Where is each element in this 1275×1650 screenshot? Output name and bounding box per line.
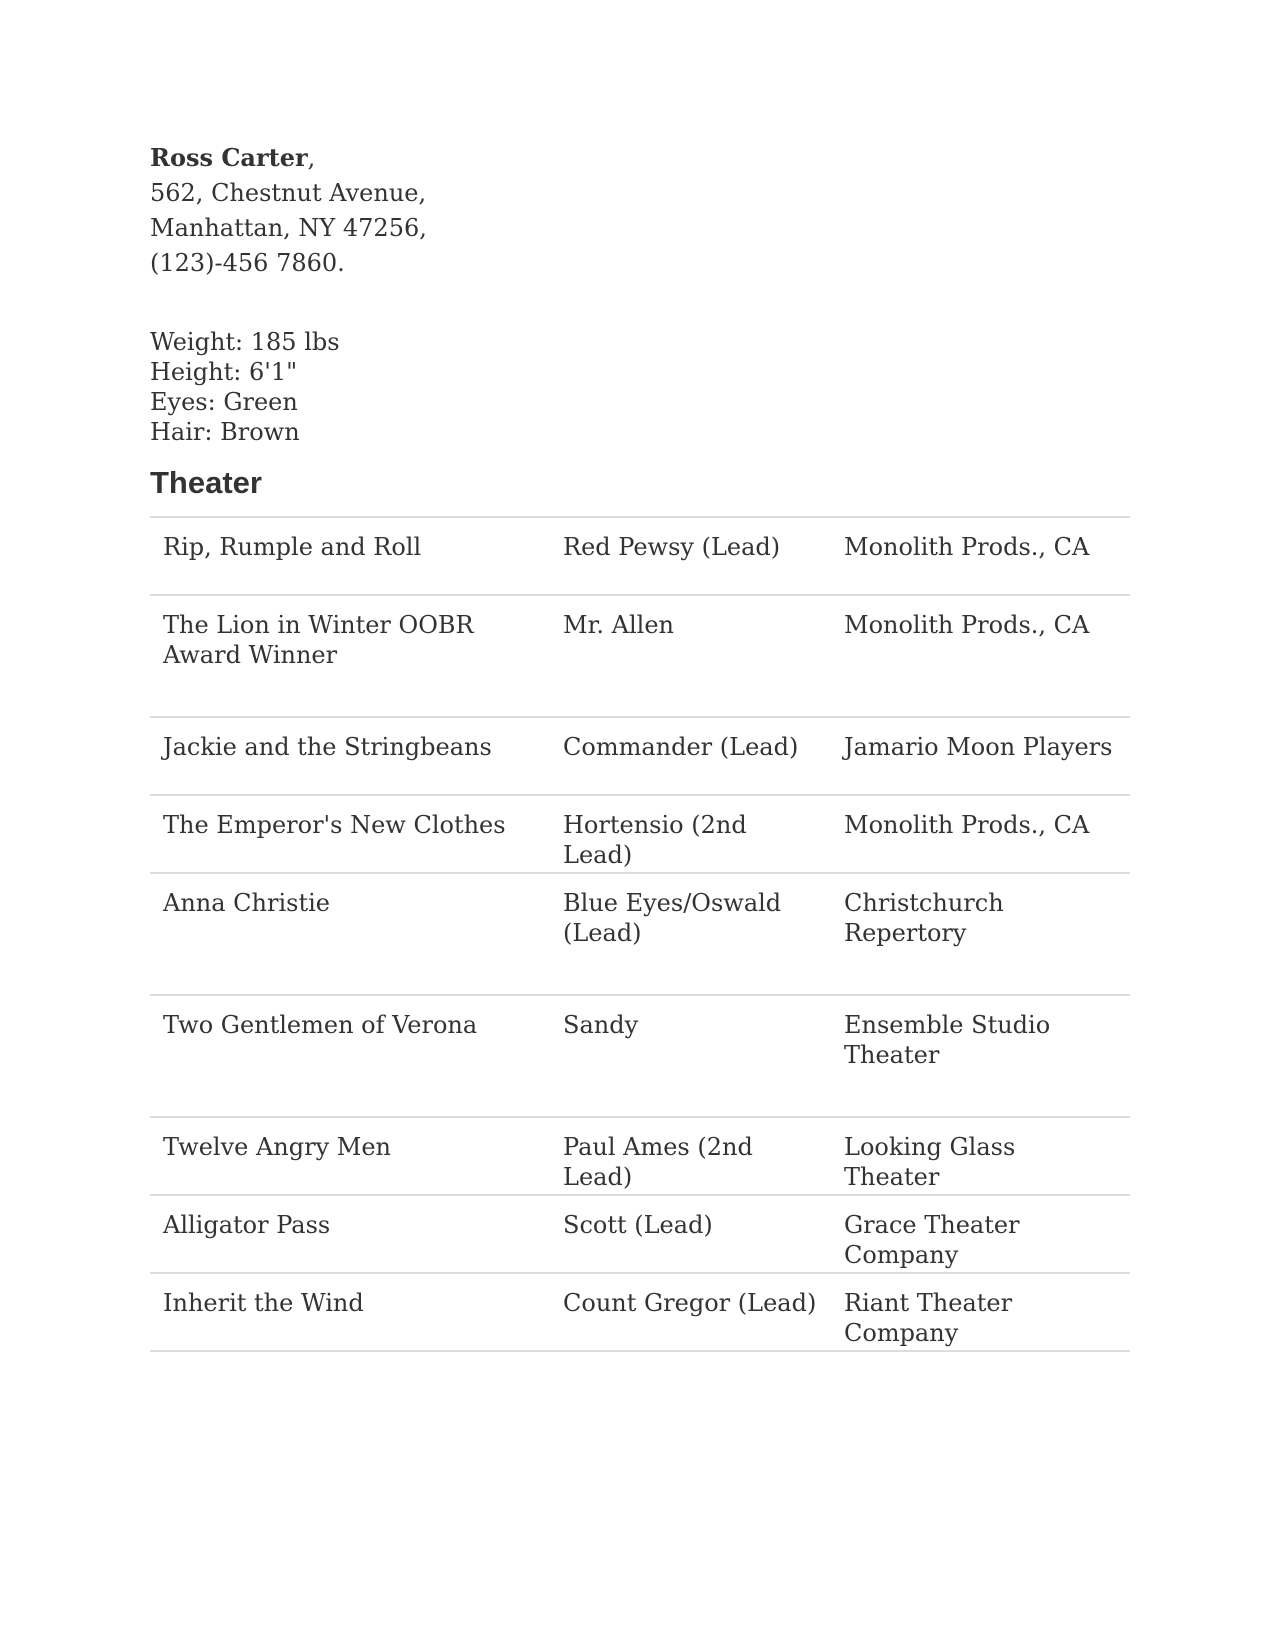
show-title: Anna Christie <box>163 889 330 917</box>
table-row <box>150 1117 1130 1195</box>
show-title: Alligator Pass <box>163 1211 331 1239</box>
role: Sandy <box>563 1011 639 1039</box>
company: Grace Theater Company <box>844 1211 1020 1269</box>
show-title: The Emperor's New Clothes <box>163 811 506 839</box>
company: Monolith Prods., CA <box>844 811 1090 839</box>
table-row <box>150 995 1130 1117</box>
company: Christchurch Repertory <box>844 889 1004 947</box>
company: Ensemble Studio Theater <box>844 1011 1051 1069</box>
company: Riant Theater Company <box>844 1289 1013 1347</box>
table-row <box>150 517 1130 595</box>
role: Hortensio (2nd Lead) <box>563 811 747 869</box>
hair-stat: Hair: Brown <box>150 418 300 446</box>
address-line-2: Manhattan, NY 47256, <box>150 214 427 242</box>
resume-page <box>150 140 1130 1352</box>
company: Looking Glass Theater <box>844 1133 1016 1191</box>
table-row <box>150 1195 1130 1273</box>
section-title-theater: Theater <box>150 465 262 500</box>
role: Mr. Allen <box>563 611 675 639</box>
address-line-1: 562, Chestnut Avenue, <box>150 179 427 207</box>
show-title: Inherit the Wind <box>163 1289 364 1317</box>
role: Paul Ames (2nd Lead) <box>563 1133 753 1191</box>
role: Count Gregor (Lead) <box>563 1289 817 1317</box>
show-title: The Lion in Winter OOBR Award Winner <box>163 611 474 669</box>
show-title: Two Gentlemen of Verona <box>163 1011 478 1039</box>
name-suffix: , <box>307 144 316 172</box>
table-row <box>150 717 1130 795</box>
theater-credits-table <box>150 516 1130 1352</box>
company: Monolith Prods., CA <box>844 533 1090 561</box>
role: Commander (Lead) <box>563 733 799 761</box>
actor-name: Ross Carter <box>150 143 308 172</box>
weight-stat: Weight: 185 lbs <box>150 328 340 356</box>
eyes-stat: Eyes: Green <box>150 388 298 416</box>
phone-number: (123)-456 7860. <box>150 249 345 277</box>
company: Monolith Prods., CA <box>844 611 1090 639</box>
role: Red Pewsy (Lead) <box>563 533 781 561</box>
role: Scott (Lead) <box>563 1211 713 1239</box>
table-row <box>150 873 1130 995</box>
table-row <box>150 795 1130 873</box>
contact-block <box>150 140 1130 281</box>
physical-stats <box>150 327 1130 447</box>
height-stat: Height: 6'1" <box>150 358 298 386</box>
company: Jamario Moon Players <box>844 733 1113 761</box>
name-line <box>150 140 1130 176</box>
show-title: Rip, Rumple and Roll <box>163 533 422 561</box>
show-title: Jackie and the Stringbeans <box>163 733 492 761</box>
table-row <box>150 1273 1130 1351</box>
table-row <box>150 595 1130 717</box>
role: Blue Eyes/Oswald (Lead) <box>563 889 782 947</box>
show-title: Twelve Angry Men <box>163 1133 392 1161</box>
